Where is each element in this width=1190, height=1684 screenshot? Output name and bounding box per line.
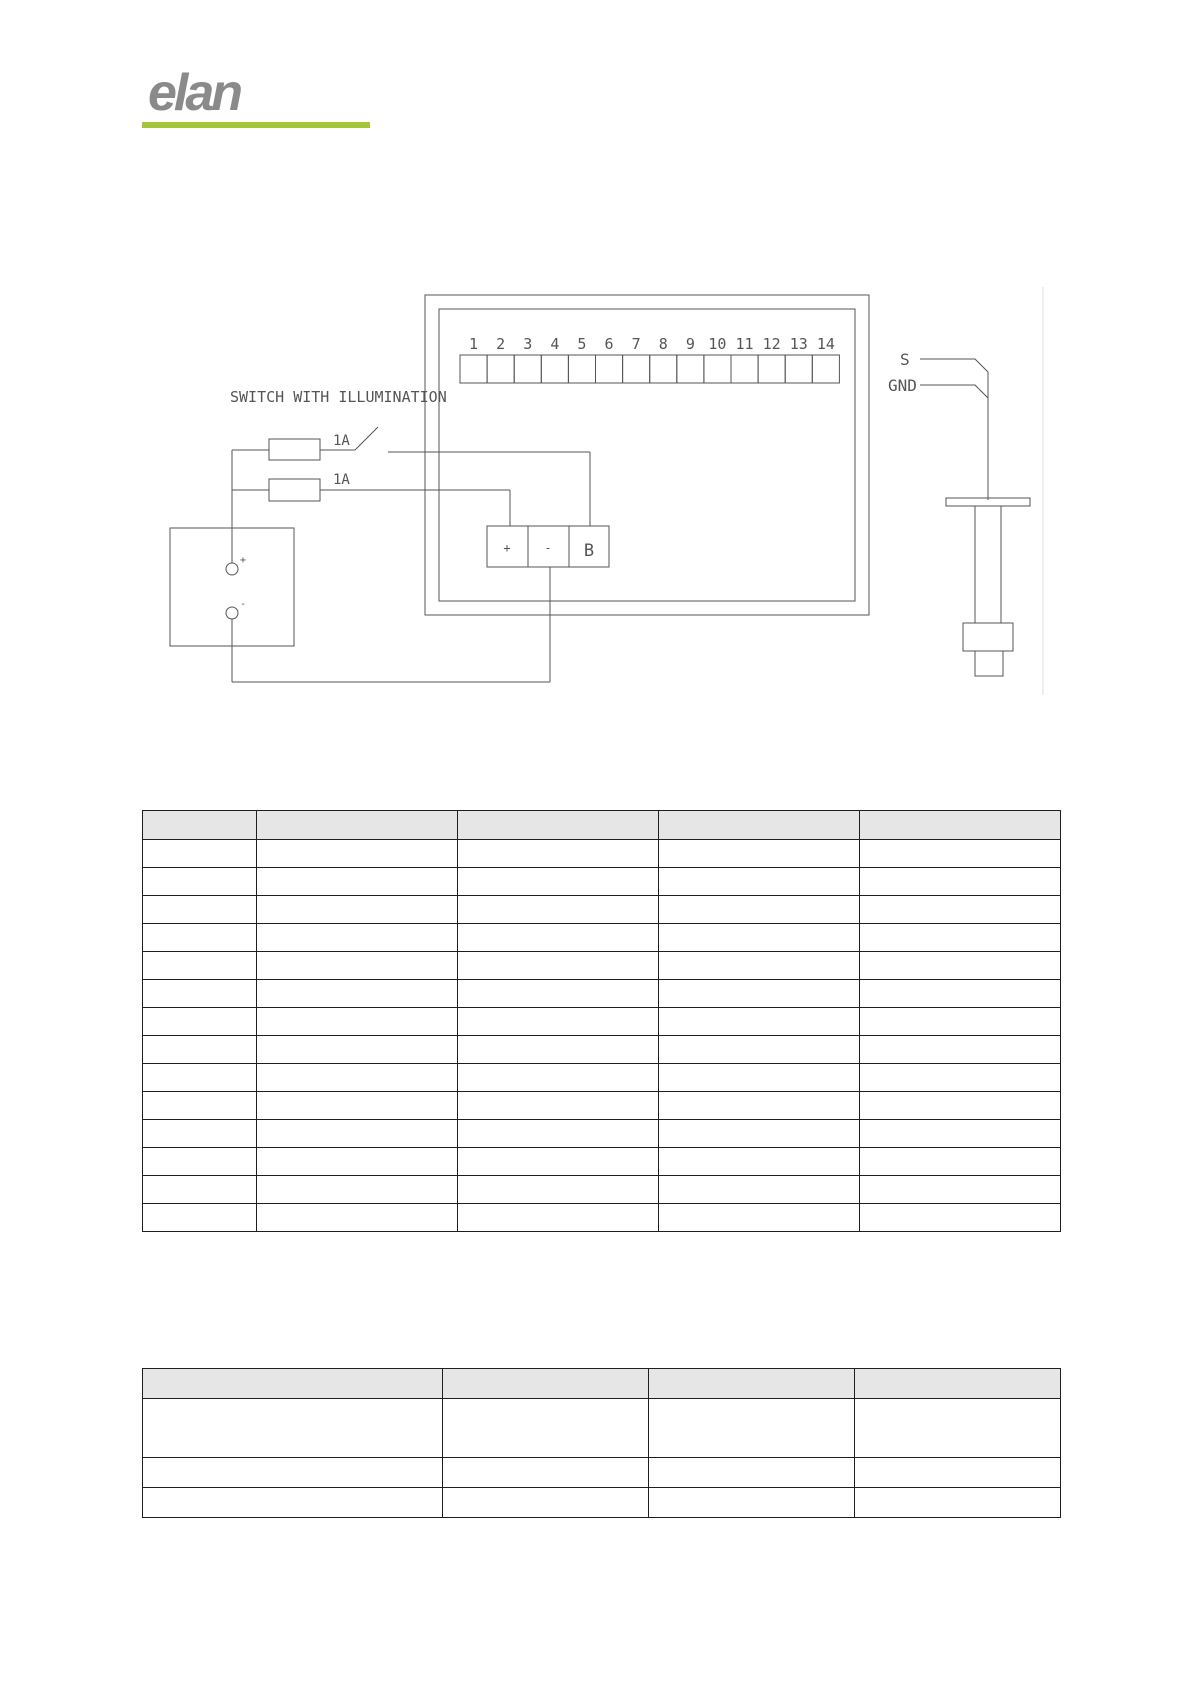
terminal-box-7 bbox=[623, 355, 650, 383]
table-row bbox=[143, 1092, 1061, 1120]
table-row bbox=[143, 1008, 1061, 1036]
table-header-cell bbox=[143, 1369, 443, 1399]
table-header-cell bbox=[855, 1369, 1061, 1399]
table-cell bbox=[458, 952, 659, 980]
table-cell bbox=[143, 980, 257, 1008]
table-cell bbox=[860, 1036, 1061, 1064]
battery-negative-terminal bbox=[226, 607, 238, 619]
table-cell bbox=[143, 952, 257, 980]
table-cell bbox=[860, 868, 1061, 896]
table-row bbox=[143, 980, 1061, 1008]
table-cell bbox=[257, 1148, 458, 1176]
table-cell bbox=[257, 1064, 458, 1092]
terminal-box-9 bbox=[677, 355, 704, 383]
table-cell bbox=[458, 868, 659, 896]
terminal-box-6 bbox=[596, 355, 623, 383]
table-cell bbox=[257, 1176, 458, 1204]
table-cell bbox=[860, 1008, 1061, 1036]
terminal-number-12: 12 bbox=[762, 335, 781, 353]
terminal-number-13: 13 bbox=[789, 335, 808, 353]
terminal-box-4 bbox=[541, 355, 568, 383]
terminal-box-12 bbox=[758, 355, 785, 383]
table-cell bbox=[860, 1176, 1061, 1204]
sensor-s-label: S bbox=[900, 350, 910, 369]
sensor-tip bbox=[975, 651, 1003, 676]
fuse-1-label: 1A bbox=[333, 433, 350, 449]
table-cell bbox=[855, 1399, 1061, 1458]
table-cell bbox=[143, 840, 257, 868]
table-cell bbox=[458, 980, 659, 1008]
table-cell bbox=[649, 1399, 855, 1458]
table-cell bbox=[659, 1204, 860, 1232]
table-cell bbox=[143, 1399, 443, 1458]
table-cell bbox=[458, 1176, 659, 1204]
table-cell bbox=[458, 1064, 659, 1092]
table-row bbox=[143, 1064, 1061, 1092]
fuse-1 bbox=[269, 439, 320, 460]
terminal-number-4: 4 bbox=[550, 335, 560, 353]
table-cell bbox=[659, 1148, 860, 1176]
table-cell bbox=[659, 980, 860, 1008]
table-header-row bbox=[143, 1369, 1061, 1399]
table-cell bbox=[143, 1488, 443, 1518]
terminal-box-5 bbox=[568, 355, 595, 383]
terminal-minus-label: - bbox=[544, 541, 552, 555]
logo-wordmark: elan bbox=[148, 64, 241, 122]
table-cell bbox=[143, 896, 257, 924]
table-row bbox=[143, 1176, 1061, 1204]
table-cell bbox=[257, 1008, 458, 1036]
table-cell bbox=[860, 896, 1061, 924]
table-cell bbox=[659, 1064, 860, 1092]
table-cell bbox=[257, 1092, 458, 1120]
table-row bbox=[143, 1120, 1061, 1148]
table-row bbox=[143, 952, 1061, 980]
terminal-number-11: 11 bbox=[735, 335, 754, 353]
power-terminal-block bbox=[487, 526, 609, 567]
table-header-cell bbox=[143, 811, 257, 840]
table-cell bbox=[257, 868, 458, 896]
table-cell bbox=[659, 1036, 860, 1064]
terminal-box-11 bbox=[731, 355, 758, 383]
sensor-s-wire bbox=[920, 359, 988, 500]
terminal-number-6: 6 bbox=[604, 335, 614, 353]
battery-positive-label: + bbox=[240, 555, 247, 566]
table-header-cell bbox=[860, 811, 1061, 840]
data-table-2 bbox=[142, 1368, 1061, 1518]
table-cell bbox=[143, 1148, 257, 1176]
table-cell bbox=[458, 924, 659, 952]
table-cell bbox=[860, 1064, 1061, 1092]
table-cell bbox=[649, 1488, 855, 1518]
terminal-box-10 bbox=[704, 355, 731, 383]
table-cell bbox=[143, 1120, 257, 1148]
table-cell bbox=[855, 1458, 1061, 1488]
table-cell bbox=[659, 1120, 860, 1148]
table-row bbox=[143, 1488, 1061, 1518]
table-cell bbox=[443, 1458, 649, 1488]
table-cell bbox=[649, 1458, 855, 1488]
table-row bbox=[143, 1399, 1061, 1458]
table-header-cell bbox=[458, 811, 659, 840]
table-row bbox=[143, 896, 1061, 924]
terminal-number-2: 2 bbox=[496, 335, 506, 353]
terminal-number-10: 10 bbox=[708, 335, 727, 353]
table-cell bbox=[860, 1120, 1061, 1148]
table-cell bbox=[659, 896, 860, 924]
table-cell bbox=[860, 1092, 1061, 1120]
table-header-cell bbox=[659, 811, 860, 840]
table-row bbox=[143, 924, 1061, 952]
table-cell bbox=[659, 868, 860, 896]
table-row bbox=[143, 840, 1061, 868]
battery-positive-terminal bbox=[226, 563, 238, 575]
table-cell bbox=[458, 1148, 659, 1176]
terminal-number-3: 3 bbox=[523, 335, 533, 353]
table-cell bbox=[458, 896, 659, 924]
terminal-number-7: 7 bbox=[631, 335, 641, 353]
terminal-strip bbox=[460, 335, 839, 383]
table-cell bbox=[659, 1008, 860, 1036]
table-cell bbox=[458, 1036, 659, 1064]
terminal-b-label: B bbox=[583, 541, 595, 561]
table-cell bbox=[659, 1176, 860, 1204]
table-cell bbox=[257, 952, 458, 980]
table-cell bbox=[458, 1120, 659, 1148]
table-cell bbox=[143, 924, 257, 952]
table-cell bbox=[659, 952, 860, 980]
table-cell bbox=[458, 1008, 659, 1036]
terminal-box-13 bbox=[785, 355, 812, 383]
table-cell bbox=[860, 980, 1061, 1008]
table-cell bbox=[143, 1008, 257, 1036]
table-cell bbox=[855, 1488, 1061, 1518]
terminal-box-8 bbox=[650, 355, 677, 383]
table-cell bbox=[143, 1204, 257, 1232]
table-header-cell bbox=[649, 1369, 855, 1399]
table-row bbox=[143, 1458, 1061, 1488]
table-cell bbox=[860, 1148, 1061, 1176]
terminal-box-2 bbox=[487, 355, 514, 383]
table-cell bbox=[659, 924, 860, 952]
table-cell bbox=[860, 952, 1061, 980]
table-cell bbox=[443, 1399, 649, 1458]
terminal-number-14: 14 bbox=[816, 335, 835, 353]
table-cell bbox=[860, 924, 1061, 952]
table-header-cell bbox=[257, 811, 458, 840]
table-header-cell bbox=[443, 1369, 649, 1399]
table-cell bbox=[659, 840, 860, 868]
sensor-gnd-label: GND bbox=[888, 376, 917, 395]
terminal-number-1: 1 bbox=[469, 335, 479, 353]
wiring-diagram bbox=[0, 0, 1190, 720]
table-row bbox=[143, 1204, 1061, 1232]
table-cell bbox=[257, 980, 458, 1008]
terminal-number-5: 5 bbox=[577, 335, 587, 353]
terminal-number-8: 8 bbox=[658, 335, 668, 353]
table-cell bbox=[257, 924, 458, 952]
battery-negative-label: - bbox=[240, 599, 247, 610]
table-cell bbox=[659, 1092, 860, 1120]
table-cell bbox=[143, 1458, 443, 1488]
terminal-box-14 bbox=[812, 355, 839, 383]
fuse-2-label: 1A bbox=[333, 472, 350, 488]
table-cell bbox=[143, 1092, 257, 1120]
table-cell bbox=[860, 1204, 1061, 1232]
table-cell bbox=[143, 868, 257, 896]
table-cell bbox=[257, 1120, 458, 1148]
switch-contact bbox=[355, 427, 378, 450]
table-cell bbox=[443, 1488, 649, 1518]
table-cell bbox=[458, 1204, 659, 1232]
switch-label: SWITCH WITH ILLUMINATION bbox=[230, 388, 447, 406]
table-cell bbox=[458, 1092, 659, 1120]
fuse-2 bbox=[269, 479, 320, 501]
terminal-number-9: 9 bbox=[685, 335, 695, 353]
table-row bbox=[143, 868, 1061, 896]
table-cell bbox=[257, 1204, 458, 1232]
sensor-nut bbox=[963, 623, 1013, 651]
terminal-plus-label: + bbox=[503, 541, 511, 555]
table-header-row bbox=[143, 811, 1061, 840]
table-cell bbox=[458, 840, 659, 868]
table-cell bbox=[143, 1036, 257, 1064]
table-cell bbox=[143, 1176, 257, 1204]
terminal-box-3 bbox=[514, 355, 541, 383]
table-cell bbox=[860, 840, 1061, 868]
table-cell bbox=[257, 1036, 458, 1064]
table-cell bbox=[257, 896, 458, 924]
terminal-box-1 bbox=[460, 355, 487, 383]
table-cell bbox=[257, 840, 458, 868]
table-row bbox=[143, 1036, 1061, 1064]
data-table-1 bbox=[142, 810, 1061, 1232]
sensor-gnd-wire bbox=[920, 385, 988, 500]
table-row bbox=[143, 1148, 1061, 1176]
table-cell bbox=[143, 1064, 257, 1092]
